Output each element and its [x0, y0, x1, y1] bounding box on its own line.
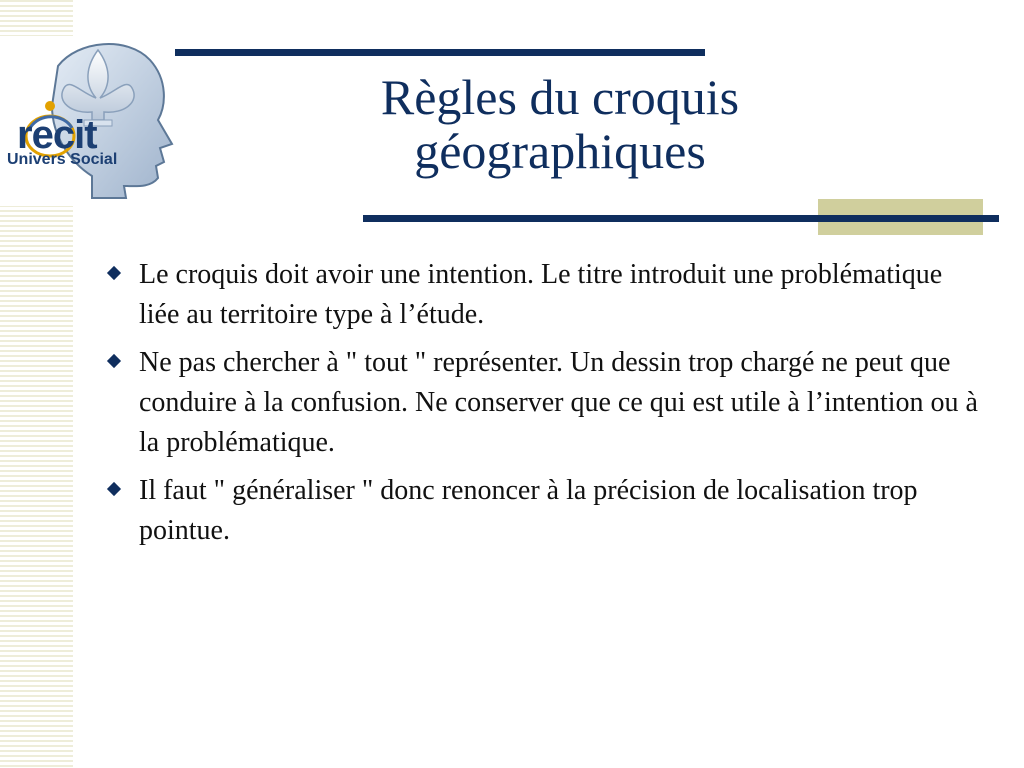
title-rule-bottom	[363, 215, 999, 222]
logo-wordmark-r: r	[17, 113, 32, 157]
diamond-bullet-icon	[107, 482, 121, 496]
title-rule-top	[175, 49, 705, 56]
logo-wordmark-e: e	[31, 113, 53, 157]
bullet-list	[106, 255, 986, 559]
slide-title-line-2: géographiques	[414, 123, 706, 179]
bullet-item	[106, 471, 986, 551]
bullet-text: Il faut " généraliser " donc renoncer à la précision de localisation trop pointue.	[139, 475, 918, 546]
logo-wordmark	[17, 115, 97, 155]
logo-wordmark-cit: cit	[52, 113, 97, 157]
bullet-text: Ne pas chercher à " tout " représenter. Un dessin trop chargé ne peut que conduire à la confusion. Ne conserver que ce qui est utile à l’intention ou à la problématique.	[139, 347, 978, 458]
bullet-text: Le croquis doit avoir une intention. Le titre introduit une problématique liée au territoire type à l’étude.	[139, 259, 943, 330]
bullet-item	[106, 255, 986, 335]
slide-title	[300, 70, 820, 178]
slide-title-line-1: Règles du croquis	[380, 69, 740, 125]
diamond-bullet-icon	[107, 354, 121, 368]
bullet-item	[106, 343, 986, 463]
recit-logo	[0, 36, 180, 206]
logo-subtitle: Univers Social	[7, 151, 118, 168]
diamond-bullet-icon	[107, 266, 121, 280]
